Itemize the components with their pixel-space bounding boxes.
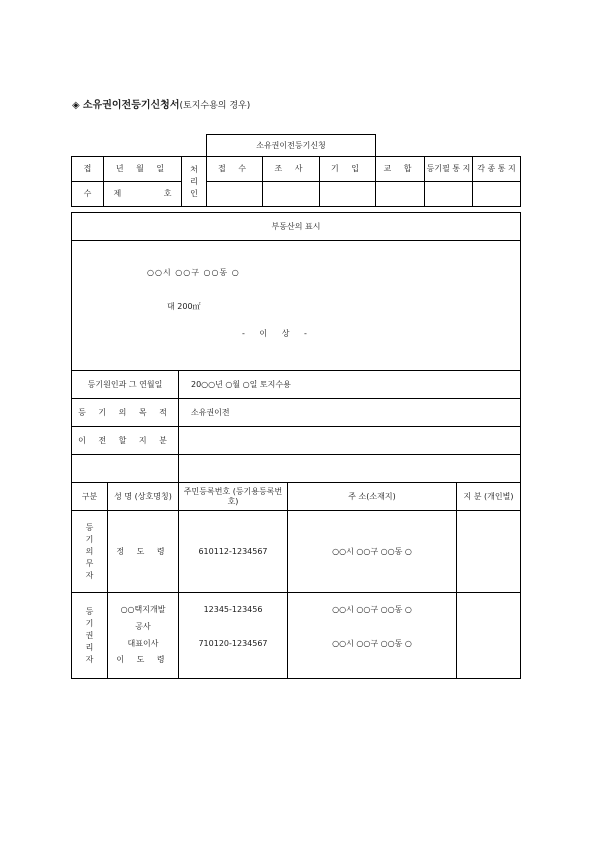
property-area: 대 200㎡	[167, 302, 201, 311]
property-address: ○○시 ○○구 ○○동 ○	[147, 268, 240, 277]
number-label: 제 호	[104, 182, 182, 207]
form-title-main: 소유권이전등기신청서	[82, 100, 180, 111]
party-name-header: 성 명 (상호명칭)	[108, 483, 179, 511]
holder-label: 등 기 권 리 자	[72, 593, 108, 679]
col-entry: 기 입	[320, 157, 376, 182]
blank-value[interactable]	[179, 455, 521, 483]
col-various-notice: 각 종 통 지	[473, 157, 521, 182]
holder-share[interactable]	[457, 593, 521, 679]
receipt-label-top: 접	[72, 157, 104, 182]
transfer-share-label: 이 전 할 지 분	[72, 427, 179, 455]
cell-verify[interactable]	[376, 182, 425, 207]
holder-address[interactable]: ○○시 ○○구 ○○동 ○ ○○시 ○○구 ○○동 ○	[288, 593, 457, 679]
header-section-title: 소유권이전등기신청	[206, 134, 376, 156]
obligor-label: 등 기 의 무 자	[72, 511, 108, 593]
col-verify: 교 합	[376, 157, 425, 182]
party-address-header: 주 소(소재지)	[288, 483, 457, 511]
obligor-name[interactable]: 정 도 령	[108, 511, 179, 593]
form-title	[72, 96, 250, 111]
cell-inspect[interactable]	[263, 182, 320, 207]
receipt-table	[71, 156, 521, 207]
col-registration-notice: 등기필 통 지	[425, 157, 473, 182]
blank-label	[72, 455, 179, 483]
purpose-label: 등 기 의 목 적	[72, 399, 179, 427]
property-heading: 부동산의 표시	[72, 213, 521, 241]
obligor-id[interactable]: 610112-1234567	[179, 511, 288, 593]
purpose-value[interactable]: 소유권이전	[179, 399, 521, 427]
col-inspect: 조 사	[263, 157, 320, 182]
col-receipt: 접 수	[207, 157, 263, 182]
party-share-header: 지 분 (개인별)	[457, 483, 521, 511]
party-kind-header: 구분	[72, 483, 108, 511]
transfer-share-value[interactable]	[179, 427, 521, 455]
holder-id[interactable]: 12345-123456 710120-1234567	[179, 593, 288, 679]
cell-registration-notice[interactable]	[425, 182, 473, 207]
diamond-icon: ◈	[72, 100, 80, 111]
holder-name[interactable]: ○○택지개발 공사 대표이사 이 도 령	[108, 593, 179, 679]
processor-label: 처 리 인	[182, 157, 207, 207]
property-description[interactable]	[72, 241, 521, 371]
cell-receipt[interactable]	[207, 182, 263, 207]
cause-date-label: 등기원인과 그 연월일	[72, 371, 179, 399]
property-end: - 이 상 -	[242, 329, 307, 338]
receipt-label-bottom: 수	[72, 182, 104, 207]
date-label: 년 월 일	[104, 157, 182, 182]
cell-entry[interactable]	[320, 182, 376, 207]
party-id-header: 주민등록번호 (등기용등록번호)	[179, 483, 288, 511]
obligor-address[interactable]: ○○시 ○○구 ○○동 ○	[288, 511, 457, 593]
cause-date-value[interactable]: 20○○년 ○월 ○일 토지수용	[179, 371, 521, 399]
application-table	[71, 212, 521, 679]
cell-various-notice[interactable]	[473, 182, 521, 207]
form-title-sub: (토지수용의 경우)	[179, 101, 251, 111]
obligor-share[interactable]	[457, 511, 521, 593]
